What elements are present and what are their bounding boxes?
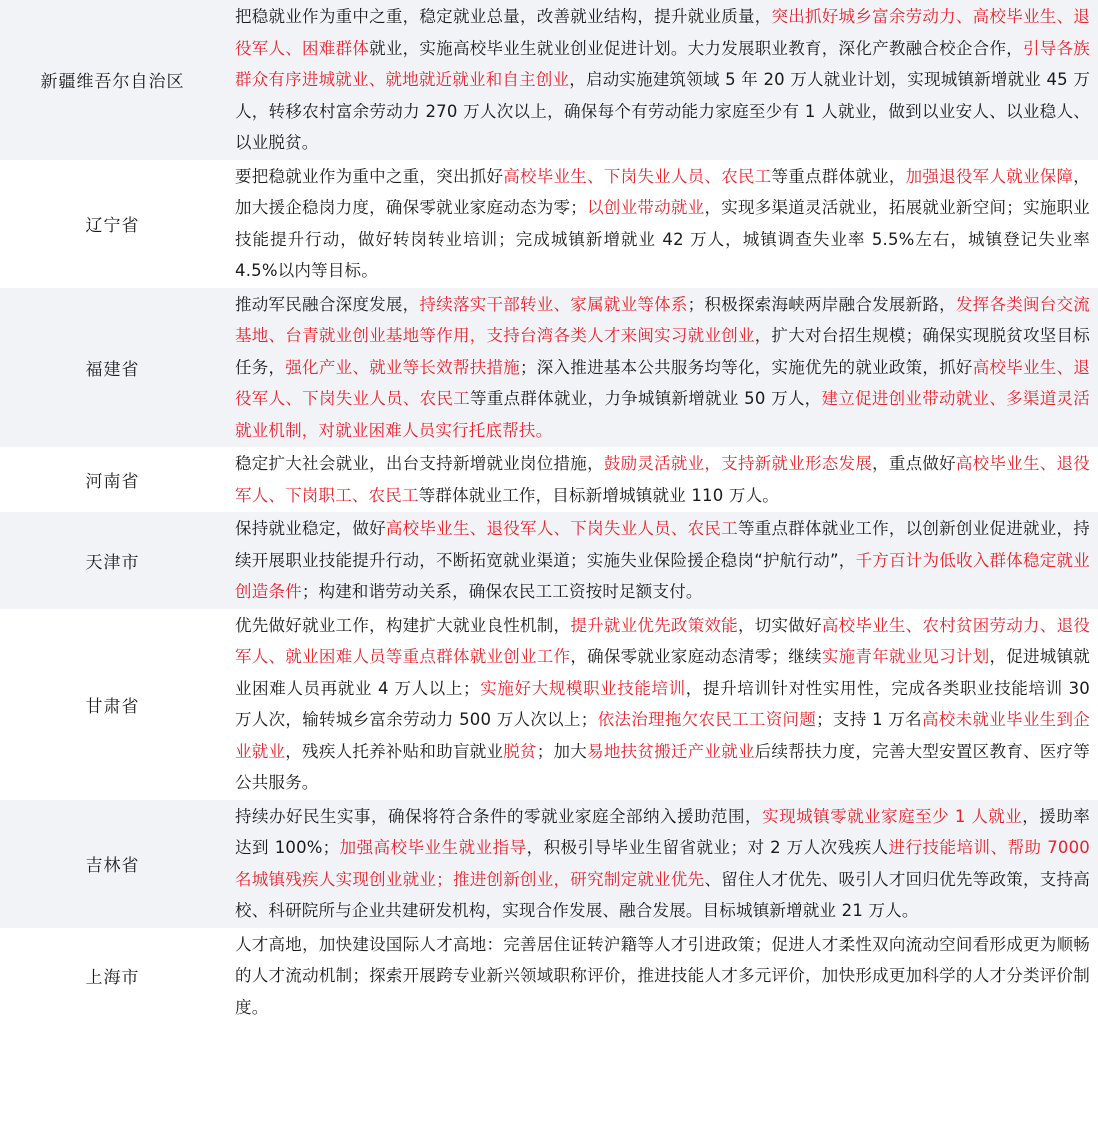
text-segment: ，提升培训针对性实用性，完成各类职业技能培训 30 万人次，输转城乡富余劳动力 500 万人次以上；: [235, 678, 1090, 729]
text-segment: 等群体就业工作，目标新增城镇就业 110 万人。: [418, 485, 779, 505]
policy-text: [225, 288, 1098, 448]
policy-text: [225, 160, 1098, 288]
text-segment: 要把稳就业作为重中之重，突出抓好: [235, 166, 504, 186]
highlighted-text: 高校未就业毕业生到企业就业: [235, 710, 1090, 761]
region-name: 新疆维吾尔自治区: [0, 0, 225, 160]
text-segment: ，实现多渠道灵活就业，拓展就业新空间；实施职业技能提升行动，做好转岗转业培训；完成城镇新增就业 42 万人，城镇调查失业率 5.5%左右，城镇登记失业率 4.5%以内等目标。: [235, 198, 1090, 280]
highlighted-text: 突出抓好城乡富余劳动力、高校毕业生、退役军人、困难群体: [235, 7, 1090, 58]
text-segment: 等重点群体就业，力争城镇新增就业 50 万人，: [470, 389, 822, 408]
table-row: [0, 512, 1098, 609]
highlighted-text: 进行技能培训、帮助 7000 名城镇残疾人实现创业就业；推进创新创业，研究制定就业优先: [235, 838, 1090, 889]
highlighted-text: 加强高校毕业生就业指导: [339, 838, 527, 857]
region-name: 吉林省: [0, 800, 225, 928]
text-segment: ；支持 1 万名: [816, 710, 922, 729]
highlighted-text: 高校毕业生、退役军人、下岗失业人员、农民工: [235, 357, 1090, 408]
text-segment: ；构建和谐劳动关系，确保农民工工资按时足额支付。: [301, 582, 703, 601]
text-segment: 等重点群体就业，: [771, 166, 906, 186]
text-segment: ，启动实施建筑领域 5 年 20 万人就业计划，实现城镇新增就业 45 万人，转移农村富余劳动力 270 万人次以上，确保每个有劳动能力家庭至少有 1 人就业，做到以业安人、以业稳人、以业脱贫。: [235, 70, 1091, 152]
text-segment: 持续办好民生实事，确保将符合条件的零就业家庭全部纳入援助范围，: [235, 806, 763, 826]
text-segment: ，切实做好: [738, 615, 822, 635]
region-name: 河南省: [0, 447, 225, 512]
text-segment: 后续帮扶力度，完善大型安置区教育、医疗等公共服务。: [235, 741, 1090, 792]
text-segment: 把稳就业作为重中之重，稳定就业总量，改善就业结构，提升就业质量，: [235, 7, 772, 26]
text-segment: 保持就业稳定，做好: [235, 519, 386, 538]
region-name: 辽宁省: [0, 160, 225, 288]
highlighted-text: 实施好大规模职业技能培训: [479, 678, 686, 698]
policy-text: [225, 800, 1098, 928]
highlighted-text: 实现城镇零就业家庭至少 1 人就业: [762, 806, 1023, 826]
text-segment: 就业，实施高校毕业生就业创业促进计划。大力发展职业教育，深化产教融合校企合作，: [369, 38, 1023, 58]
region-name: 天津市: [0, 512, 225, 609]
table-row: [0, 928, 1098, 1025]
policy-text: [225, 512, 1098, 609]
table-row: [0, 160, 1098, 288]
highlighted-text: 高校毕业生、农村贫困劳动力、退役军人、就业困难人员等重点群体就业创业工作: [235, 615, 1091, 666]
text-segment: ；深入推进基本公共服务均等化，实施优先的就业政策，抓好: [520, 357, 973, 377]
highlighted-text: 以创业带动就业: [587, 198, 705, 217]
text-segment: ，促进城镇就业困难人员再就业 4 万人以上；: [235, 647, 1091, 698]
policy-text: [225, 609, 1098, 800]
table-row: [0, 447, 1098, 512]
text-segment: ，扩大对台招生规模；确保实现脱贫攻坚目标任务，: [235, 326, 1091, 377]
text-segment: ；加大: [536, 741, 588, 761]
highlighted-text: 易地扶贫搬迁产业就业: [587, 741, 755, 761]
highlighted-text: 实施青年就业见习计划: [821, 647, 990, 666]
table-row: [0, 0, 1098, 160]
highlighted-text: 脱贫: [503, 741, 537, 761]
text-segment: ，确保零就业家庭动态清零；继续: [570, 647, 822, 666]
text-segment: 、留住人才优先、吸引人才回归优先等政策，支持高校、科研院所与企业共建研发机构，实现合作发展、融合发展。目标城镇新增就业 21 万人。: [235, 869, 1090, 920]
text-segment: 稳定扩大社会就业，出台支持新增就业岗位措施，: [235, 454, 604, 473]
highlighted-text: 发挥各类闽台交流基地、台青就业创业基地等作用，支持台湾各类人才来闽实习就业创业: [235, 294, 1090, 345]
table-row: [0, 800, 1098, 928]
policy-text: [225, 447, 1098, 512]
text-segment: ，重点做好: [872, 454, 956, 473]
highlighted-text: 引导各族群众有序进城就业、就地就近就业和自主创业: [235, 38, 1090, 89]
text-segment: 等重点群体就业工作，以创新创业促进就业，持续开展职业技能提升行动，不断拓宽就业渠道；实施失业保险援企稳岗“护航行动”，: [235, 519, 1090, 570]
region-name: 甘肃省: [0, 609, 225, 800]
highlighted-text: 高校毕业生、退役军人、下岗职工、农民工: [235, 454, 1090, 505]
highlighted-text: 提升就业优先政策效能: [570, 615, 738, 635]
highlighted-text: 鼓励灵活就业，支持新就业形态发展: [603, 454, 873, 473]
region-name: 上海市: [0, 928, 225, 1025]
highlighted-text: 加强退役军人就业保障: [905, 166, 1074, 186]
text-segment: 人才高地，加快建设国际人才高地：完善居住证转沪籍等人才引进政策；促进人才柔性双向流动空间看形成更为顺畅的人才流动机制；探索开展跨专业新兴领域职称评价，推进技能人才多元评价，加快形成更加科学的人才分类评价制度。: [235, 934, 1090, 1017]
policy-text: [225, 0, 1098, 160]
highlighted-text: 依法治理拖欠农民工工资问题: [597, 710, 817, 729]
text-segment: ，加大援企稳岗力度，确保零就业家庭动态为零；: [235, 166, 1090, 217]
table-row: [0, 609, 1098, 800]
text-segment: ；积极探索海峡两岸融合发展新路，: [687, 294, 956, 314]
highlighted-text: 高校毕业生、下岗失业人员、农民工: [503, 166, 772, 186]
text-segment: ，积极引导毕业生留省就业；对 2 万人次残疾人: [526, 838, 889, 857]
policy-text: [225, 928, 1098, 1025]
text-segment: 优先做好就业工作，构建扩大就业良性机制，: [235, 615, 571, 635]
highlighted-text: 持续落实干部转业、家属就业等体系: [419, 294, 688, 314]
table-row: [0, 288, 1098, 448]
highlighted-text: 建立促进创业带动就业、多渠道灵活就业机制，对就业困难人员实行托底帮扶。: [235, 389, 1090, 440]
text-segment: ，援助率达到 100%；: [235, 806, 1090, 857]
text-segment: 推动军民融合深度发展，: [235, 294, 420, 314]
text-segment: ，残疾人托养补贴和助盲就业: [285, 741, 504, 761]
highlighted-text: 千方百计为低收入群体稳定就业创造条件: [235, 550, 1090, 601]
highlighted-text: 强化产业、就业等长效帮扶措施: [285, 357, 521, 377]
region-name: 福建省: [0, 288, 225, 448]
highlighted-text: 高校毕业生、退役军人、下岗失业人员、农民工: [385, 519, 738, 538]
